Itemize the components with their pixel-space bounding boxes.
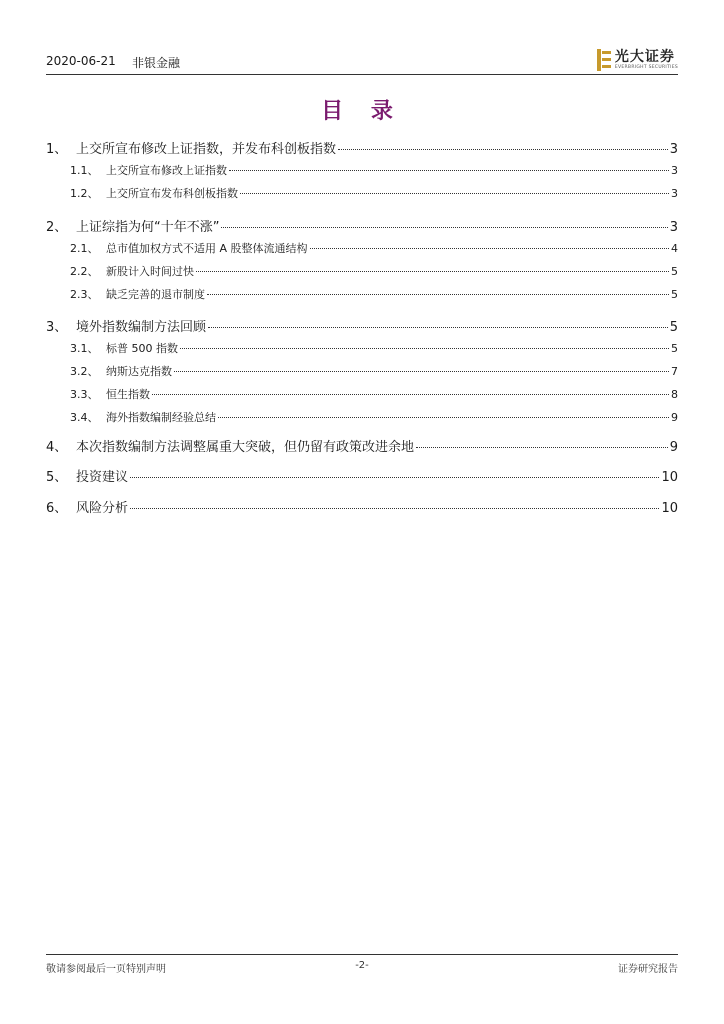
toc-entry-number: 2、 — [46, 220, 68, 235]
toc-dot-leader — [174, 371, 669, 372]
toc-entry-title: 海外指数编制经验总结 — [106, 411, 216, 424]
toc-entry[interactable] — [46, 263, 678, 279]
toc-entry-page: 5 — [669, 320, 678, 335]
toc-entry[interactable] — [46, 497, 678, 516]
toc-dot-leader — [221, 227, 667, 228]
toc-entry[interactable] — [46, 466, 678, 485]
toc-entry-number: 5、 — [46, 470, 68, 485]
toc-entry-number: 3.1、 — [70, 342, 99, 355]
toc-entry[interactable] — [46, 216, 678, 235]
brand-logo — [597, 48, 678, 72]
toc-dot-leader — [240, 193, 669, 194]
toc-entry[interactable] — [46, 340, 678, 356]
toc-entry-number: 1、 — [46, 142, 68, 157]
toc-entry-number: 2.1、 — [70, 242, 99, 255]
footer-report-type: 证券研究报告 — [618, 964, 678, 975]
footer-divider — [46, 954, 678, 955]
toc-entry-title: 纳斯达克指数 — [106, 365, 172, 378]
toc-entry[interactable] — [46, 240, 678, 256]
toc-entry-number: 3.4、 — [70, 411, 99, 424]
report-sector: 非银金融 — [132, 56, 181, 70]
toc-entry-page: 10 — [661, 470, 678, 485]
toc-dot-leader — [152, 394, 669, 395]
toc-entry[interactable] — [46, 436, 678, 455]
header-divider — [46, 74, 678, 75]
toc-entry-page: 3 — [671, 187, 678, 200]
toc-entry-number: 1.2、 — [70, 187, 99, 200]
logo-en-text: EVERBRIGHT SECURITIES — [614, 64, 678, 70]
toc-entry-title: 境外指数编制方法回顾 — [76, 320, 207, 335]
toc-entry-title: 缺乏完善的退市制度 — [106, 288, 205, 301]
toc-entry-page: 9 — [669, 440, 678, 455]
toc-dot-leader — [416, 447, 668, 448]
toc-dot-leader — [310, 248, 669, 249]
toc-dot-leader — [180, 348, 669, 349]
toc-dot-leader — [229, 170, 669, 171]
toc-entry-number: 2.2、 — [70, 265, 99, 278]
toc-entry-number: 3.3、 — [70, 388, 99, 401]
logo-mark-icon — [597, 49, 611, 71]
toc-dot-leader — [218, 417, 669, 418]
toc-dot-leader — [130, 508, 659, 509]
toc-entry[interactable] — [46, 286, 678, 302]
toc-entry-title: 上证综指为何“十年不涨” — [76, 220, 220, 235]
toc-entry-title: 恒生指数 — [106, 388, 150, 401]
toc-entry-number: 6、 — [46, 501, 68, 516]
page-footer — [46, 960, 678, 976]
toc-entry-title: 风险分析 — [76, 501, 129, 516]
toc-entry[interactable] — [46, 409, 678, 425]
toc-entry-page: 3 — [671, 164, 678, 177]
toc-dot-leader — [338, 149, 668, 150]
toc-dot-leader — [196, 271, 669, 272]
toc-entry-number: 2.3、 — [70, 288, 99, 301]
toc-entry-title: 上交所宣布修改上证指数，并发布科创板指数 — [76, 142, 337, 157]
toc-entry-number: 3.2、 — [70, 365, 99, 378]
toc-entry[interactable] — [46, 363, 678, 379]
toc-entry-title: 总市值加权方式不适用 A 股整体流通结构 — [106, 242, 308, 255]
page-header — [46, 48, 678, 74]
toc-entry-number: 3、 — [46, 320, 68, 335]
toc-entry-page: 5 — [671, 265, 678, 278]
page-number: -2- — [355, 960, 369, 971]
toc-entry-page: 3 — [669, 220, 678, 235]
toc-entry-title: 标普 500 指数 — [106, 342, 178, 355]
toc-entry-page: 7 — [671, 365, 678, 378]
toc-entry-page: 4 — [671, 242, 678, 255]
toc-entry-title: 上交所宣布修改上证指数 — [106, 164, 227, 177]
toc-entry-number: 4、 — [46, 440, 68, 455]
toc-entry[interactable] — [46, 386, 678, 402]
footer-disclaimer: 敬请参阅最后一页特别声明 — [46, 964, 166, 975]
toc-entry-page: 3 — [669, 142, 678, 157]
toc-dot-leader — [208, 327, 668, 328]
toc-entry-page: 5 — [671, 342, 678, 355]
toc-entry-page: 9 — [671, 411, 678, 424]
toc-entry[interactable] — [46, 138, 678, 157]
toc-entry[interactable] — [46, 316, 678, 335]
toc-entry[interactable] — [46, 162, 678, 178]
report-date: 2020-06-21 — [46, 54, 116, 68]
toc-entry-title: 新股计入时间过快 — [106, 265, 194, 278]
toc-entry-number: 1.1、 — [70, 164, 99, 177]
toc-dot-leader — [130, 477, 659, 478]
toc-entry[interactable] — [46, 185, 678, 201]
toc-entry-title: 上交所宣布发布科创板指数 — [106, 187, 238, 200]
logo-cn-text: 光大证券 — [614, 48, 675, 65]
toc-dot-leader — [207, 294, 669, 295]
toc-entry-page: 8 — [671, 388, 678, 401]
toc-entry-page: 5 — [671, 288, 678, 301]
toc-entry-page: 10 — [661, 501, 678, 516]
toc-entry-title: 本次指数编制方法调整属重大突破，但仍留有政策改进余地 — [76, 440, 415, 455]
toc-title: 目 录 — [321, 98, 403, 124]
toc-entry-title: 投资建议 — [76, 470, 129, 485]
